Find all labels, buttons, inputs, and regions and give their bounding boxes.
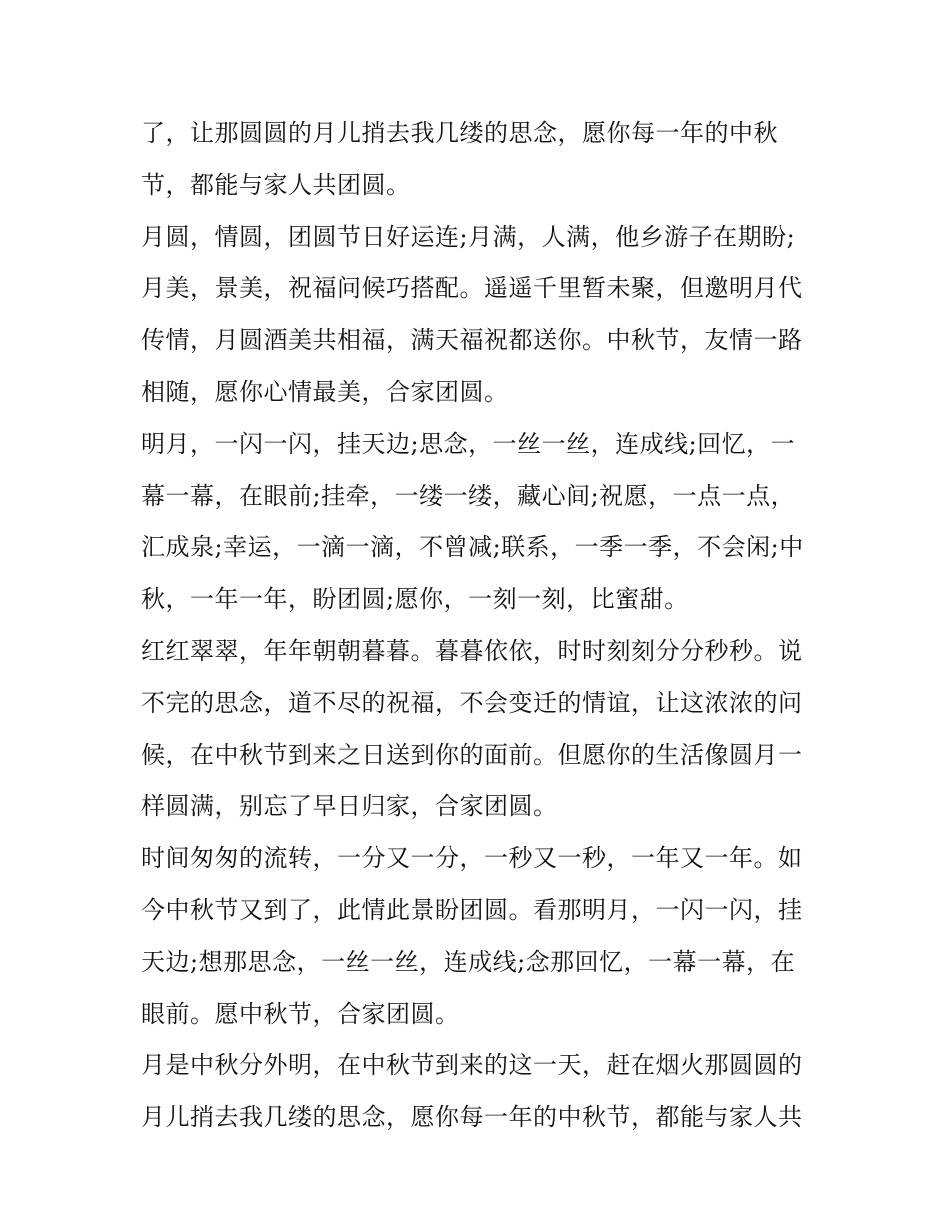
text-line: 了，让那圆圆的月儿捎去我几缕的思念，愿你每一年的中秋: [141, 119, 778, 147]
text-line: 样圆满，别忘了早日归家，合家团圆。: [141, 792, 558, 821]
text-line: 天边;想那思念，一丝一丝，连成线;念那回忆，一幕一幕，在: [141, 947, 796, 976]
text-line: 不完的思念，道不尽的祝福，不会变迁的情谊，让这浓浓的问: [141, 688, 803, 717]
text-line: 今中秋节又到了，此情此景盼团圆。看那明月，一闪一闪，挂: [141, 895, 803, 924]
text-line: 传情，月圆酒美共相福，满天福祝都送你。中秋节，友情一路: [141, 326, 803, 355]
text-line: 相随，愿你心情最美，合家团圆。: [141, 377, 509, 406]
text-line: 眼前。愿中秋节，合家团圆。: [141, 999, 460, 1028]
text-line: 月是中秋分外明，在中秋节到来的这一天，赶在烟火那圆圆的: [141, 1051, 803, 1080]
text-line: 月儿捎去我几缕的思念，愿你每一年的中秋节，都能与家人共: [141, 1103, 803, 1132]
document-body: [141, 108, 821, 1144]
text-line: 候，在中秋节到来之日送到你的面前。但愿你的生活像圆月一: [141, 740, 803, 769]
text-line: 幕一幕，在眼前;挂牵，一缕一缕，藏心间;祝愿，一点一点，: [141, 481, 796, 510]
text-line: 汇成泉;幸运，一滴一滴，不曾减;联系，一季一季，不会闲;中: [141, 533, 804, 562]
text-line: 月圆，情圆，团圆节日好运连;月满，人满，他乡游子在期盼;: [141, 222, 796, 251]
text-line: 节，都能与家人共团圆。: [141, 170, 411, 199]
text-line: 明月，一闪一闪，挂天边;思念，一丝一丝，连成线;回忆，一: [141, 429, 796, 458]
text-line: 秋，一年一年，盼团圆;愿你，一刻一刻，比蜜甜。: [141, 585, 689, 614]
text-line: 月美，景美，祝福问候巧搭配。遥遥千里暂未聚，但邀明月代: [141, 274, 803, 303]
text-line: 红红翠翠，年年朝朝暮暮。暮暮依依，时时刻刻分分秒秒。说: [141, 636, 803, 665]
text-line: 时间匆匆的流转，一分又一分，一秒又一秒，一年又一年。如: [141, 844, 803, 873]
